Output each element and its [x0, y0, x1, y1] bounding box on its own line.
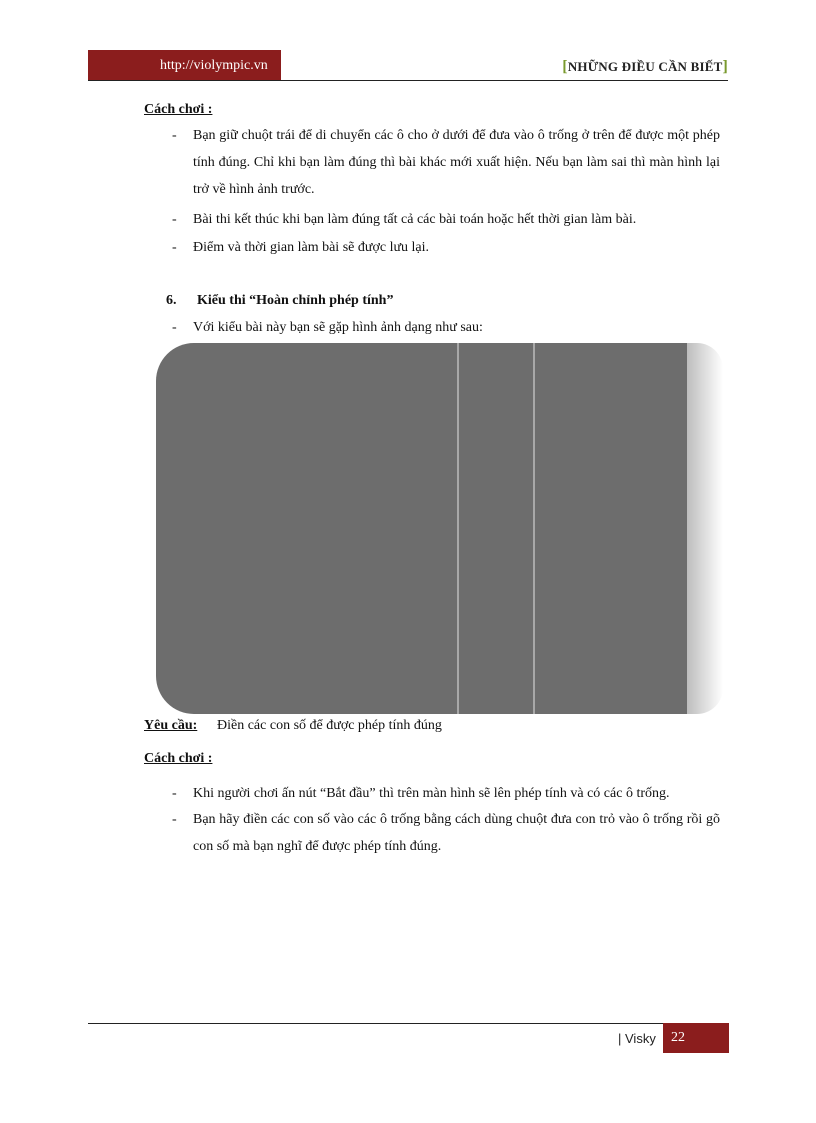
bullet-marker: - — [172, 128, 177, 143]
footer-author: | Visky — [618, 1031, 656, 1046]
header-url[interactable]: http://violympic.vn — [160, 58, 268, 73]
bullet-marker: - — [172, 320, 177, 335]
section6-intro: Với kiểu bài này bạn sẽ gặp hình ảnh dạng như sau: — [193, 320, 483, 335]
bullet-marker: - — [172, 812, 177, 827]
header-divider — [88, 80, 728, 81]
header-section-title — [562, 58, 728, 76]
part1-bullet-1: Bạn giữ chuột trái để di chuyển các ô cho ở dưới để đưa vào ô trống ở trên để được một phép tính đúng. Chỉ khi bạn làm đúng thì bài khác mới xuất hiện. Nếu bạn làm sai thì màn hình lại trở về hình ảnh trước. — [193, 128, 720, 197]
part2-bullet-1: Khi người chơi ấn nút “Bắt đầu” thì trên màn hình sẽ lên phép tính và có các ô trống. — [193, 786, 670, 801]
header-bracket-close: ] — [722, 58, 728, 75]
screenshot-divider-line — [457, 343, 459, 714]
game-screenshot — [156, 343, 687, 714]
requirement-text: Điền các con số để được phép tính đúng — [217, 718, 442, 733]
bullet-marker: - — [172, 786, 177, 801]
screenshot-shadow — [687, 343, 723, 714]
how-to-play-heading-2: Cách chơi : — [144, 751, 213, 766]
part1-bullet-3: Điểm và thời gian làm bài sẽ được lưu lại. — [193, 240, 430, 255]
header-title-text: NHỮNG ĐIỀU CẦN BIẾT — [567, 59, 723, 74]
page-number: 22 — [671, 1030, 685, 1045]
footer-divider — [88, 1023, 728, 1024]
how-to-play-heading-1: Cách chơi : — [144, 102, 213, 117]
requirement-label: Yêu cầu: — [144, 718, 198, 733]
section-number: 6. — [166, 293, 177, 308]
bullet-marker: - — [172, 212, 177, 227]
screenshot-divider-line — [533, 343, 535, 714]
header-bracket-open: [ — [562, 58, 568, 75]
part1-bullet-2: Bài thi kết thúc khi bạn làm đúng tất cả các bài toán hoặc hết thời gian làm bài. — [193, 212, 637, 227]
part2-bullet-2: Bạn hãy điền các con số vào các ô trống bằng cách dùng chuột đưa con trỏ vào ô trống rồi gõ con số mà bạn nghĩ để được phép tính đúng. — [193, 812, 720, 854]
bullet-marker: - — [172, 240, 177, 255]
section-title: Kiểu thi “Hoàn chỉnh phép tính” — [197, 293, 394, 308]
